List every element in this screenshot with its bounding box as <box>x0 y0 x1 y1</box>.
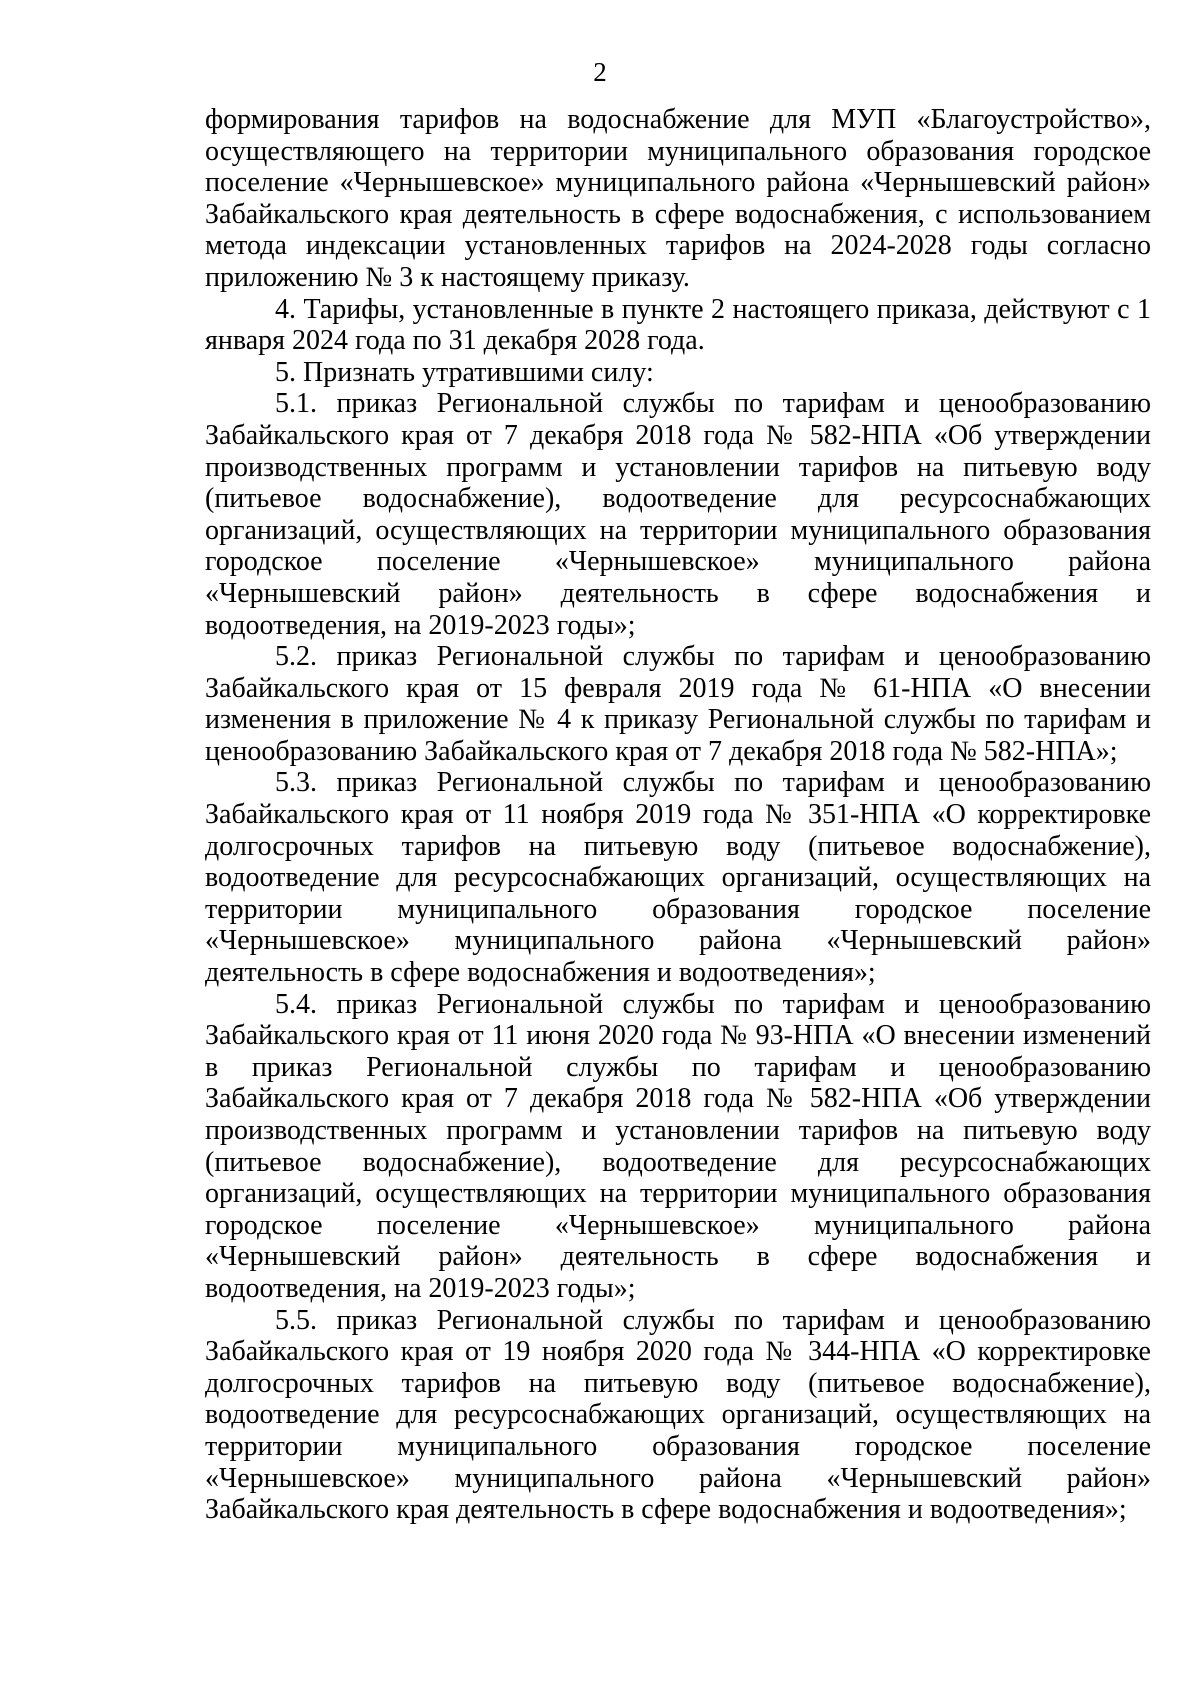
paragraph-item-5-1: 5.1. приказ Региональной службы по тарифам и ценообразованию Забайкальского края от 7 декабря 2018 года № 582-НПА «Об утверждении производственных программ и установлении тарифов на питьевую воду (питьевое водоснабжение), водоотведение для ресурсоснабжающих организаций, осуществляющих на территории муниципального образования городское поселение «Чернышевское» муниципального района «Чернышевский район» деятельность в сфере водоснабжения и водоотведения, на 2019-2023 годы»; <box>205 388 1151 641</box>
paragraph-continuation-item-3: формирования тарифов на водоснабжение для МУП «Благоустройство», осуществляющего на территории муниципального образования городское поселение «Чернышевское» муниципального района «Чернышевский район» Забайкальского края деятельность в сфере водоснабжения, с использованием метода индексации установленных тарифов на 2024-2028 годы согласно приложению № 3 к настоящему приказу. <box>205 104 1151 293</box>
paragraph-item-5-2: 5.2. приказ Региональной службы по тарифам и ценообразованию Забайкальского края от 15 февраля 2019 года № 61-НПА «О внесении изменения в приложение № 4 к приказу Региональной службы по тарифам и ценообразованию Забайкальского края от 7 декабря 2018 года № 582-НПА»; <box>205 641 1151 767</box>
paragraph-item-4-tariff-period: 4. Тарифы, установленные в пункте 2 настоящего приказа, действуют с 1 января 2024 года по 31 декабря 2028 года. <box>205 293 1151 357</box>
paragraph-item-5-heading: 5. Признать утратившими силу: <box>275 356 654 388</box>
document-body <box>205 104 1151 1526</box>
paragraph-item-5-3: 5.3. приказ Региональной службы по тарифам и ценообразованию Забайкальского края от 11 ноября 2019 года № 351-НПА «О корректировке долгосрочных тарифов на питьевую воду (питьевое водоснабжение), водоотведение для ресурсоснабжающих организаций, осуществляющих на территории муниципального образования городское поселение «Чернышевское» муниципального района «Чернышевский район» деятельность в сфере водоснабжения и водоотведения»; <box>205 767 1151 989</box>
page-number: 2 <box>593 57 607 87</box>
paragraph-item-5-5: 5.5. приказ Региональной службы по тарифам и ценообразованию Забайкальского края от 19 ноября 2020 года № 344-НПА «О корректировке долгосрочных тарифов на питьевую воду (питьевое водоснабжение), водоотведение для ресурсоснабжающих организаций, осуществляющих на территории муниципального образования городское поселение «Чернышевское» муниципального района «Чернышевский район» Забайкальского края деятельность в сфере водоснабжения и водоотведения»; <box>205 1304 1151 1526</box>
paragraph-item-5-4: 5.4. приказ Региональной службы по тарифам и ценообразованию Забайкальского края от 11 июня 2020 года № 93-НПА «О внесении изменений в приказ Региональной службы по тарифам и ценообразованию Забайкальского края от 7 декабря 2018 года № 582-НПА «Об утверждении производственных программ и установлении тарифов на питьевую воду (питьевое водоснабжение), водоотведение для ресурсоснабжающих организаций, осуществляющих на территории муниципального образования городское поселение «Чернышевское» муниципального района «Чернышевский район» деятельность в сфере водоснабжения и водоотведения, на 2019-2023 годы»; <box>205 988 1151 1304</box>
